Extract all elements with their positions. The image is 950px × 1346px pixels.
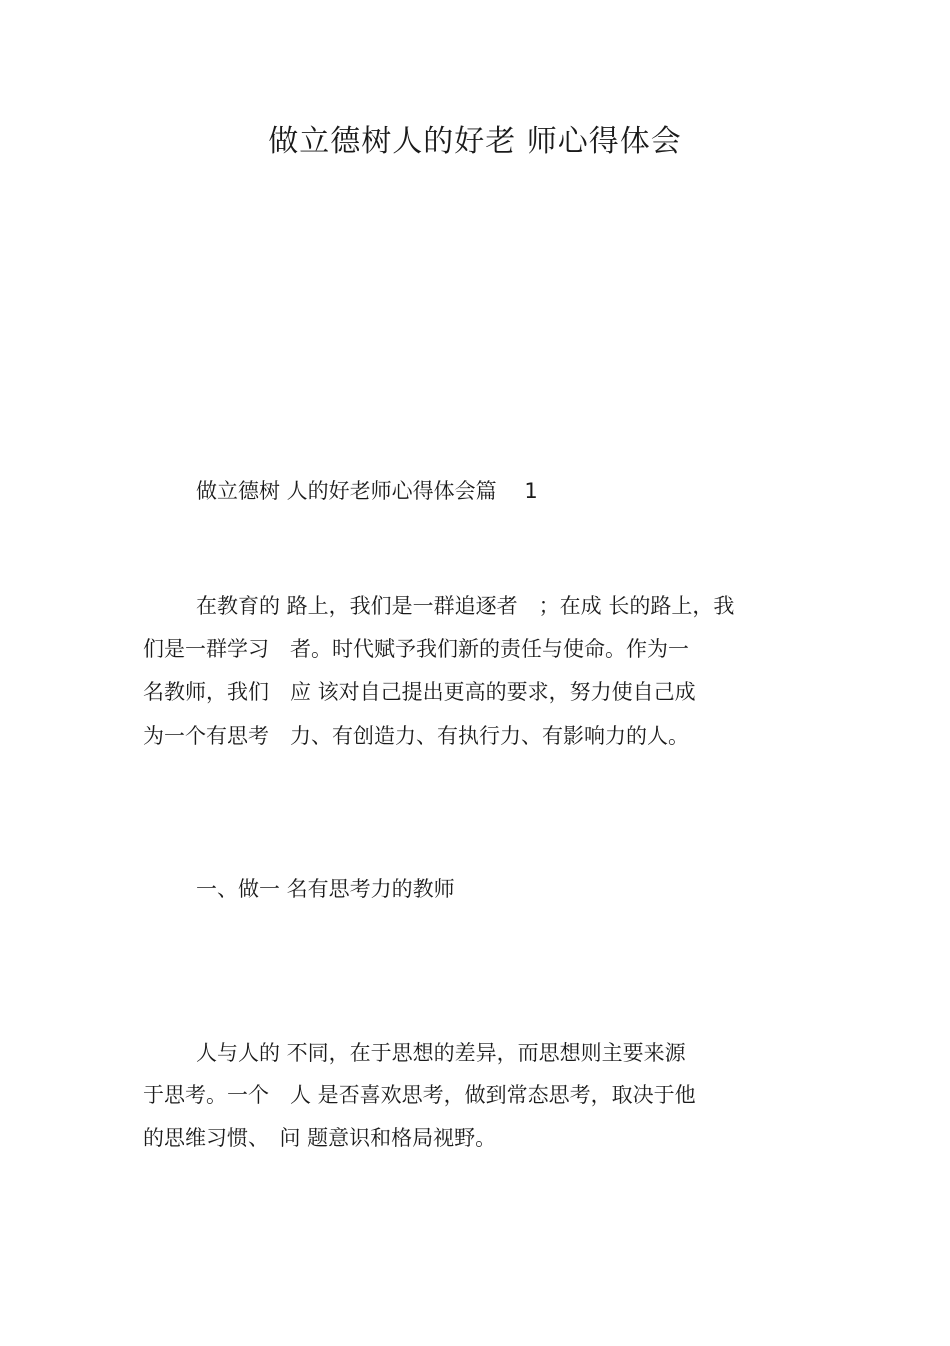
paragraph-1-line-1: 在教育的 路上，我们是一群追逐者 ；在成 长的路上，我 (196, 594, 735, 618)
paragraph-1-line-3: 名教师，我们 应 该对自己提出更高的要求，努力使自己成 (143, 680, 696, 704)
heading-1: 一、做一 名有思考力的教师 (196, 877, 455, 901)
paragraph-1-line-2: 们是一群学习 者。时代赋予我们新的责任与使命。作为一 (143, 637, 689, 661)
document-title: 做立德树人的好老 师心得体会 (268, 124, 682, 159)
paragraph-2-line-3: 的思维习惯、 问 题意识和格局视野。 (143, 1126, 497, 1150)
paragraph-1-line-4: 为一个有思考 力、有创造力、有执行力、有影响力的人。 (143, 724, 689, 748)
paragraph-2-line-2: 于思考。一个 人 是否喜欢思考，做到常态思考，取决于他 (143, 1083, 696, 1107)
paragraph-2-line-1: 人与人的 不同，在于思想的差异，而思想则主要来源 (196, 1041, 686, 1065)
section-subtitle: 做立德树 人的好老师心得体会篇 1 (196, 479, 538, 503)
